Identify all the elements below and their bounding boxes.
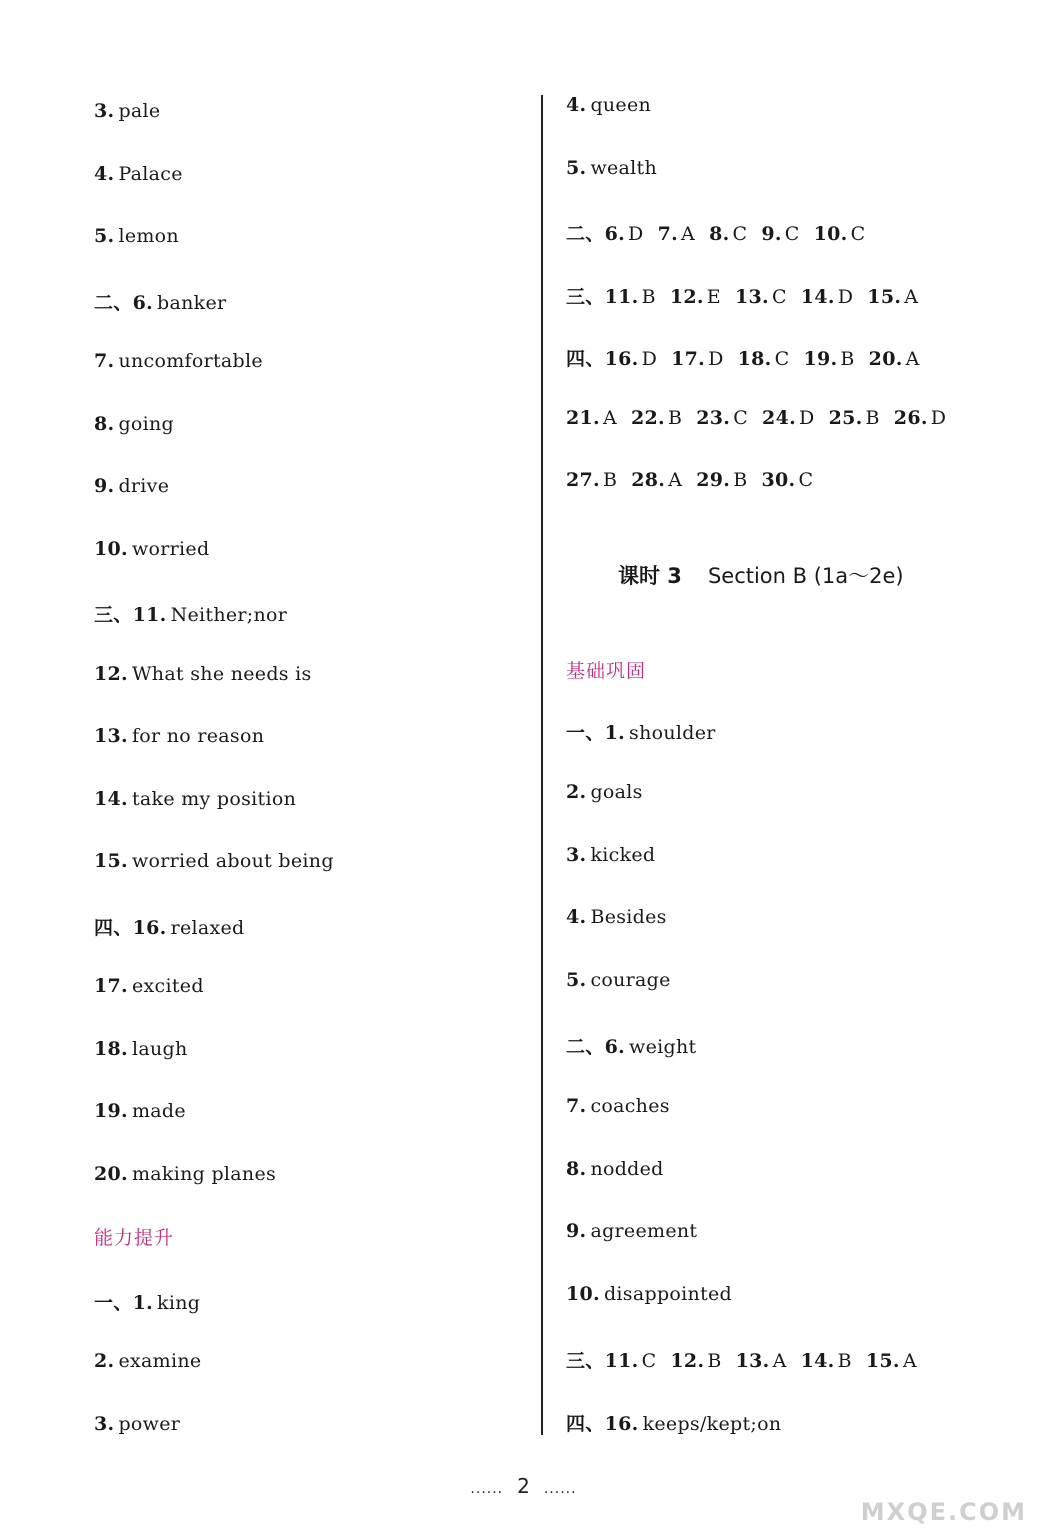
question-number: 9. bbox=[761, 223, 782, 245]
choice-letter: E bbox=[706, 285, 721, 308]
choice-answer bbox=[631, 469, 682, 491]
answer-text: drive bbox=[118, 475, 170, 497]
choice-letter: D bbox=[641, 348, 658, 370]
answer-text: agreement bbox=[590, 1220, 698, 1243]
answer-line bbox=[94, 413, 174, 435]
answer-number: 四、16. bbox=[566, 1412, 639, 1435]
answer-text: lemon bbox=[118, 225, 179, 247]
question-number: 14. bbox=[800, 1350, 835, 1372]
watermark-text: MXQE.COM bbox=[860, 1498, 1027, 1526]
answer-number: 19. bbox=[94, 1100, 128, 1122]
question-number: 30. bbox=[761, 469, 796, 491]
choice-answer bbox=[801, 1350, 852, 1372]
choice-letter: D bbox=[837, 285, 854, 308]
answer-number: 8. bbox=[94, 412, 115, 435]
answer-line bbox=[94, 975, 204, 997]
choice-letter: C bbox=[733, 406, 749, 429]
footer-dots-left: ...... bbox=[470, 1481, 504, 1497]
choice-answer bbox=[814, 223, 866, 245]
answer-text: wealth bbox=[590, 156, 658, 179]
answer-number: 5. bbox=[94, 225, 115, 247]
choice-answer bbox=[566, 1346, 656, 1373]
answer-line bbox=[566, 969, 671, 991]
answer-text: Palace bbox=[118, 162, 183, 185]
answer-number: 15. bbox=[94, 850, 128, 872]
answer-text: worried bbox=[131, 537, 210, 560]
choice-letter: A bbox=[902, 1350, 917, 1372]
answer-line bbox=[566, 94, 651, 116]
answer-text: excited bbox=[131, 975, 204, 997]
choice-letter: C bbox=[771, 285, 787, 308]
choice-answer bbox=[867, 286, 918, 308]
choice-letter: A bbox=[905, 348, 920, 370]
choice-letter: A bbox=[668, 469, 683, 491]
answer-number: 4. bbox=[566, 94, 587, 116]
answer-text: power bbox=[118, 1412, 181, 1435]
answer-text: relaxed bbox=[170, 916, 245, 939]
section-subheading: 基础巩固 bbox=[566, 660, 647, 682]
choice-letter: B bbox=[865, 406, 880, 429]
answer-line bbox=[94, 100, 160, 122]
choice-answer bbox=[869, 348, 920, 370]
answer-text: nodded bbox=[590, 1157, 664, 1180]
question-number: 13. bbox=[734, 285, 769, 308]
answer-line bbox=[566, 1032, 696, 1059]
answer-number: 10. bbox=[566, 1283, 600, 1306]
choice-answer bbox=[762, 407, 815, 429]
answer-line bbox=[566, 906, 667, 928]
question-number: 13. bbox=[735, 1350, 770, 1372]
question-number: 12. bbox=[669, 285, 704, 308]
answer-text: going bbox=[118, 412, 175, 435]
answer-text: coaches bbox=[590, 1094, 670, 1117]
choice-answer bbox=[670, 1350, 721, 1372]
answer-line bbox=[566, 1095, 670, 1117]
choice-letter: B bbox=[733, 469, 748, 491]
answer-line bbox=[94, 163, 183, 185]
question-number: 28. bbox=[631, 469, 666, 491]
question-number: 15. bbox=[865, 1350, 900, 1372]
answer-line bbox=[566, 844, 655, 866]
question-number: 三、11. bbox=[566, 1350, 639, 1372]
answer-number: 12. bbox=[94, 662, 128, 685]
question-number: 8. bbox=[709, 223, 730, 245]
answer-text: king bbox=[157, 1291, 201, 1314]
answer-number: 7. bbox=[566, 1094, 587, 1117]
answer-text: examine bbox=[118, 1350, 202, 1372]
choice-answer bbox=[658, 223, 695, 245]
answer-number: 二、6. bbox=[566, 1036, 626, 1058]
choice-letter: B bbox=[602, 469, 618, 491]
answer-number: 4. bbox=[94, 162, 115, 185]
answer-number: 8. bbox=[566, 1157, 587, 1180]
answer-line bbox=[94, 1350, 201, 1372]
choice-letter: B bbox=[667, 406, 683, 429]
choice-letter: C bbox=[798, 469, 814, 491]
watermark-logo bbox=[847, 1406, 1027, 1526]
answer-line bbox=[94, 538, 209, 560]
choice-answer bbox=[566, 282, 656, 309]
choice-letter: D bbox=[708, 348, 724, 370]
question-number: 19. bbox=[803, 348, 838, 370]
question-number: 20. bbox=[868, 348, 903, 370]
choice-letter: D bbox=[799, 406, 815, 429]
answer-number: 9. bbox=[566, 1220, 587, 1243]
answer-text: disappointed bbox=[603, 1283, 733, 1306]
question-number: 14. bbox=[800, 285, 835, 308]
answer-number: 13. bbox=[94, 725, 128, 747]
answer-line bbox=[566, 1220, 697, 1242]
question-number: 27. bbox=[566, 469, 600, 491]
answer-text: uncomfortable bbox=[118, 350, 263, 372]
choice-answer bbox=[894, 407, 947, 429]
choice-answer-row bbox=[566, 344, 934, 371]
answer-text: goals bbox=[590, 780, 643, 803]
answer-text: Besides bbox=[590, 906, 667, 929]
answer-line bbox=[94, 850, 334, 872]
question-number: 10. bbox=[813, 223, 848, 245]
lesson-section: Section B (1a～2e) bbox=[707, 564, 904, 588]
choice-answer bbox=[566, 344, 657, 371]
choice-answer bbox=[696, 469, 747, 491]
answer-line bbox=[94, 288, 226, 315]
choice-answer-row bbox=[566, 219, 879, 246]
choice-answer-row bbox=[566, 282, 932, 309]
section-subheading: 能力提升 bbox=[94, 1227, 175, 1249]
question-number: 25. bbox=[828, 406, 863, 429]
choice-answer bbox=[738, 348, 790, 370]
answer-text: pale bbox=[118, 100, 161, 122]
answer-text: take my position bbox=[131, 787, 297, 810]
answer-line bbox=[566, 718, 716, 745]
answer-number: 5. bbox=[566, 969, 587, 992]
answer-text: What she needs is bbox=[131, 662, 312, 685]
choice-answer-row bbox=[566, 469, 827, 491]
choice-answer bbox=[761, 469, 813, 491]
choice-answer bbox=[566, 469, 617, 491]
question-number: 17. bbox=[671, 348, 706, 370]
answer-number: 3. bbox=[94, 100, 115, 122]
question-number: 29. bbox=[696, 469, 731, 491]
answer-number: 17. bbox=[94, 975, 128, 997]
choice-answer bbox=[761, 223, 799, 245]
choice-answer bbox=[709, 223, 747, 245]
question-number: 12. bbox=[670, 1350, 705, 1372]
answer-line bbox=[566, 1158, 664, 1180]
choice-letter: D bbox=[628, 223, 644, 245]
footer-dots-right: ...... bbox=[543, 1481, 577, 1497]
answer-text: courage bbox=[590, 969, 671, 992]
choice-answer bbox=[866, 1350, 917, 1372]
answer-number: 2. bbox=[94, 1350, 115, 1372]
choice-letter: C bbox=[784, 223, 800, 245]
choice-answer bbox=[566, 407, 617, 429]
answer-text: weight bbox=[629, 1036, 697, 1058]
choice-answer bbox=[631, 407, 682, 429]
answer-line bbox=[94, 1413, 180, 1435]
choice-answer bbox=[671, 348, 724, 370]
answer-line bbox=[94, 1100, 186, 1122]
choice-answer-row bbox=[566, 1346, 931, 1373]
answer-number: 3. bbox=[94, 1412, 115, 1435]
question-number: 21. bbox=[566, 406, 600, 429]
page-number: 2 bbox=[517, 1474, 530, 1498]
answer-number: 9. bbox=[94, 475, 115, 497]
answer-line bbox=[94, 475, 169, 497]
choice-letter: D bbox=[930, 406, 947, 429]
answer-line bbox=[94, 350, 263, 372]
answer-line bbox=[94, 600, 287, 627]
question-number: 23. bbox=[696, 406, 731, 429]
answer-text: queen bbox=[590, 94, 652, 116]
choice-letter: C bbox=[732, 223, 748, 245]
choice-letter: B bbox=[641, 285, 656, 308]
question-number: 26. bbox=[893, 406, 928, 429]
choice-letter: A bbox=[681, 223, 696, 245]
column-divider bbox=[541, 95, 543, 1435]
choice-letter: C bbox=[774, 348, 790, 370]
choice-answer bbox=[801, 286, 854, 308]
answer-number: 14. bbox=[94, 787, 128, 810]
answer-number: 7. bbox=[94, 350, 115, 372]
choice-answer bbox=[670, 286, 721, 308]
choice-answer bbox=[829, 407, 880, 429]
question-number: 7. bbox=[657, 223, 679, 245]
question-number: 22. bbox=[631, 406, 665, 429]
answer-line bbox=[94, 913, 245, 940]
choice-answer-row bbox=[566, 407, 960, 429]
answer-line bbox=[94, 225, 179, 247]
answer-text: keeps/kept;on bbox=[642, 1412, 782, 1435]
choice-answer bbox=[735, 286, 787, 308]
answer-number: 四、16. bbox=[94, 916, 167, 939]
answer-line bbox=[94, 1038, 188, 1060]
choice-answer bbox=[566, 219, 644, 246]
answer-number: 三、11. bbox=[94, 604, 167, 626]
answer-line bbox=[94, 663, 312, 685]
answer-number: 10. bbox=[94, 537, 128, 560]
answer-number: 4. bbox=[566, 906, 587, 929]
answer-text: shoulder bbox=[629, 722, 716, 744]
question-number: 24. bbox=[762, 406, 797, 429]
answer-line bbox=[94, 1163, 276, 1185]
choice-letter: A bbox=[602, 406, 617, 429]
choice-letter: B bbox=[840, 348, 855, 370]
lesson-title bbox=[618, 560, 904, 590]
answer-text: laugh bbox=[131, 1037, 188, 1060]
answer-number: 18. bbox=[94, 1037, 128, 1060]
answer-line bbox=[94, 788, 296, 810]
answer-text: made bbox=[131, 1100, 186, 1122]
answer-text: worried about being bbox=[131, 850, 334, 872]
choice-letter: B bbox=[837, 1350, 852, 1372]
answer-line bbox=[566, 157, 657, 179]
choice-letter: C bbox=[850, 223, 866, 245]
choice-answer bbox=[803, 348, 854, 370]
answer-text: making planes bbox=[131, 1162, 277, 1185]
choice-letter: A bbox=[772, 1350, 787, 1372]
question-number: 四、16. bbox=[566, 348, 639, 370]
answer-number: 3. bbox=[566, 843, 587, 866]
answer-line bbox=[566, 781, 643, 803]
answer-number: 20. bbox=[94, 1162, 128, 1185]
choice-letter: B bbox=[707, 1350, 722, 1372]
answer-text: Neither;nor bbox=[170, 604, 288, 626]
choice-answer bbox=[696, 407, 748, 429]
question-number: 三、11. bbox=[566, 285, 639, 308]
answer-number: 一、1. bbox=[94, 1291, 154, 1314]
choice-answer bbox=[736, 1350, 787, 1372]
answer-number: 5. bbox=[566, 156, 587, 179]
answer-line bbox=[566, 1283, 732, 1305]
question-number: 15. bbox=[867, 285, 902, 308]
answer-text: banker bbox=[157, 291, 227, 314]
choice-letter: C bbox=[641, 1350, 657, 1372]
choice-letter: A bbox=[904, 285, 919, 308]
answer-number: 一、1. bbox=[566, 722, 626, 744]
answer-number: 2. bbox=[566, 780, 587, 803]
answer-line bbox=[566, 1409, 781, 1436]
question-number: 二、6. bbox=[566, 223, 626, 245]
answer-number: 二、6. bbox=[94, 291, 154, 314]
answer-text: for no reason bbox=[131, 725, 265, 747]
answer-line bbox=[94, 725, 264, 747]
answer-text: kicked bbox=[590, 843, 656, 866]
answer-line bbox=[94, 1288, 200, 1315]
lesson-label: 课时 3 bbox=[618, 564, 682, 588]
question-number: 18. bbox=[737, 348, 772, 370]
